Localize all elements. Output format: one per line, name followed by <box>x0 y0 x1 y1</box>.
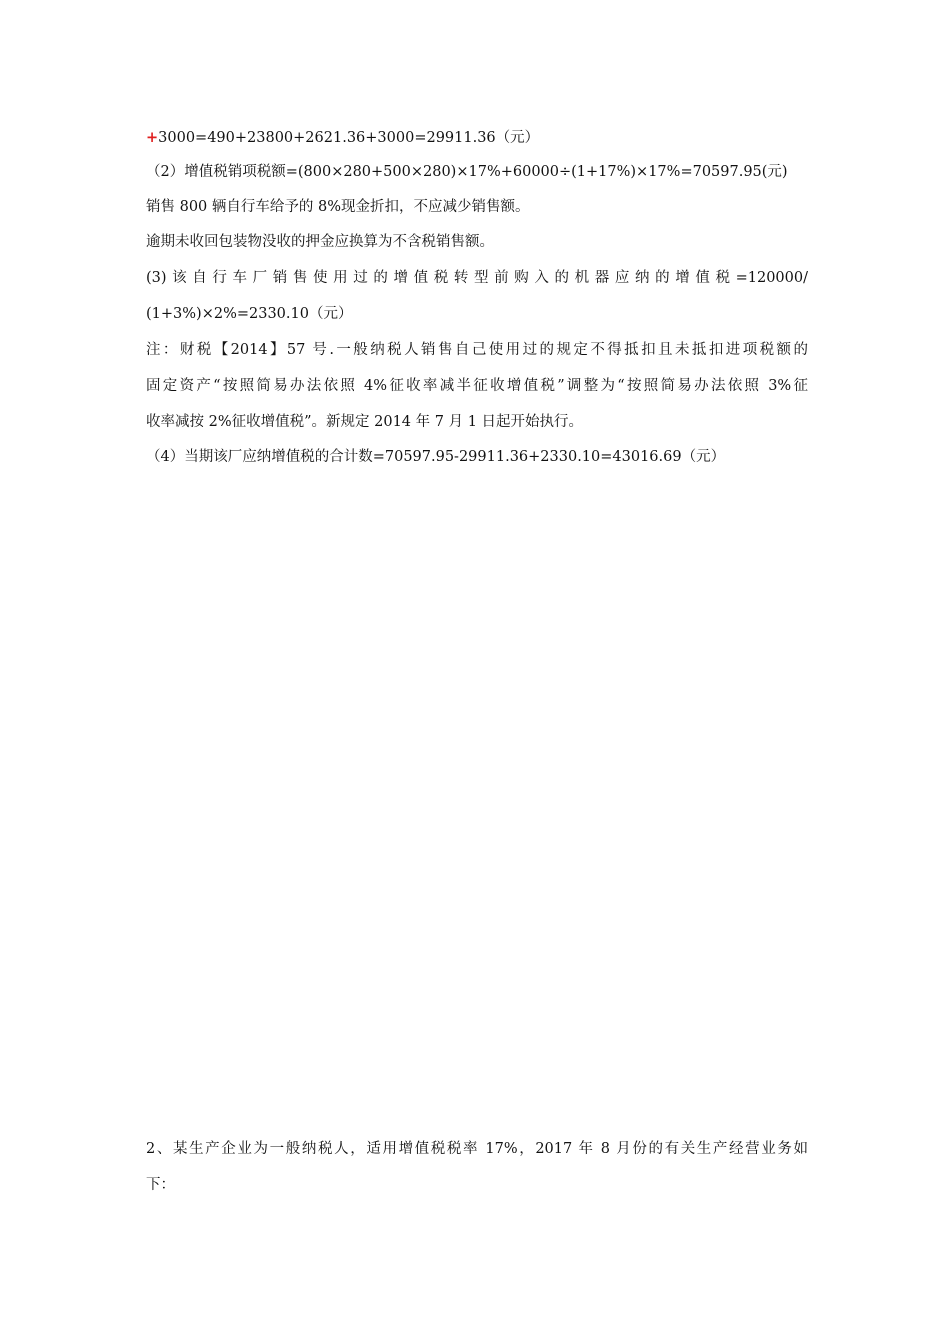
deposit-note-line: 逾期未收回包装物没收的押金应换算为不含税销售额。 <box>146 234 494 250</box>
total-tax-line: （4）当期该厂应纳增值税的合计数=70597.95-29911.36+2330.10=43016.69（元） <box>146 449 726 465</box>
note-line-3: 收率减按 2%征收增值税”。新规定 2014 年 7 月 1 日起开始执行。 <box>146 414 584 430</box>
note-line-1: 注：财税【2014】57 号.一般纳税人销售自己使用过的规定不得抵扣且未抵扣进项税额的 <box>146 342 808 358</box>
question-2-line-2: 下： <box>146 1177 175 1193</box>
plus-sign: + <box>146 129 159 146</box>
calc-continuation: 3000=490+23800+2621.36+3000=29911.36（元） <box>158 130 540 146</box>
output-tax-line: （2）增值税销项税额=(800×280+500×280)×17%+60000÷(1+17%)×17%=70597.95(元) <box>146 164 788 180</box>
machine-tax-result-line: (1+3%)×2%=2330.10（元） <box>146 306 353 322</box>
machine-tax-line: (3)该自行车厂销售使用过的增值税转型前购入的机器应纳的增值税=120000/ <box>146 270 808 286</box>
question-2-line-1: 2、某生产企业为一般纳税人，适用增值税税率 17%，2017 年 8 月份的有关生产经营业务如 <box>146 1141 808 1157</box>
note-line-2: 固定资产“按照简易办法依照 4%征收率减半征收增值税”调整为“按照简易办法依照 3%征 <box>146 378 808 394</box>
text-line-1 <box>146 128 808 148</box>
discount-note-line: 销售 800 辆自行车给予的 8%现金折扣，不应减少销售额。 <box>146 199 530 215</box>
